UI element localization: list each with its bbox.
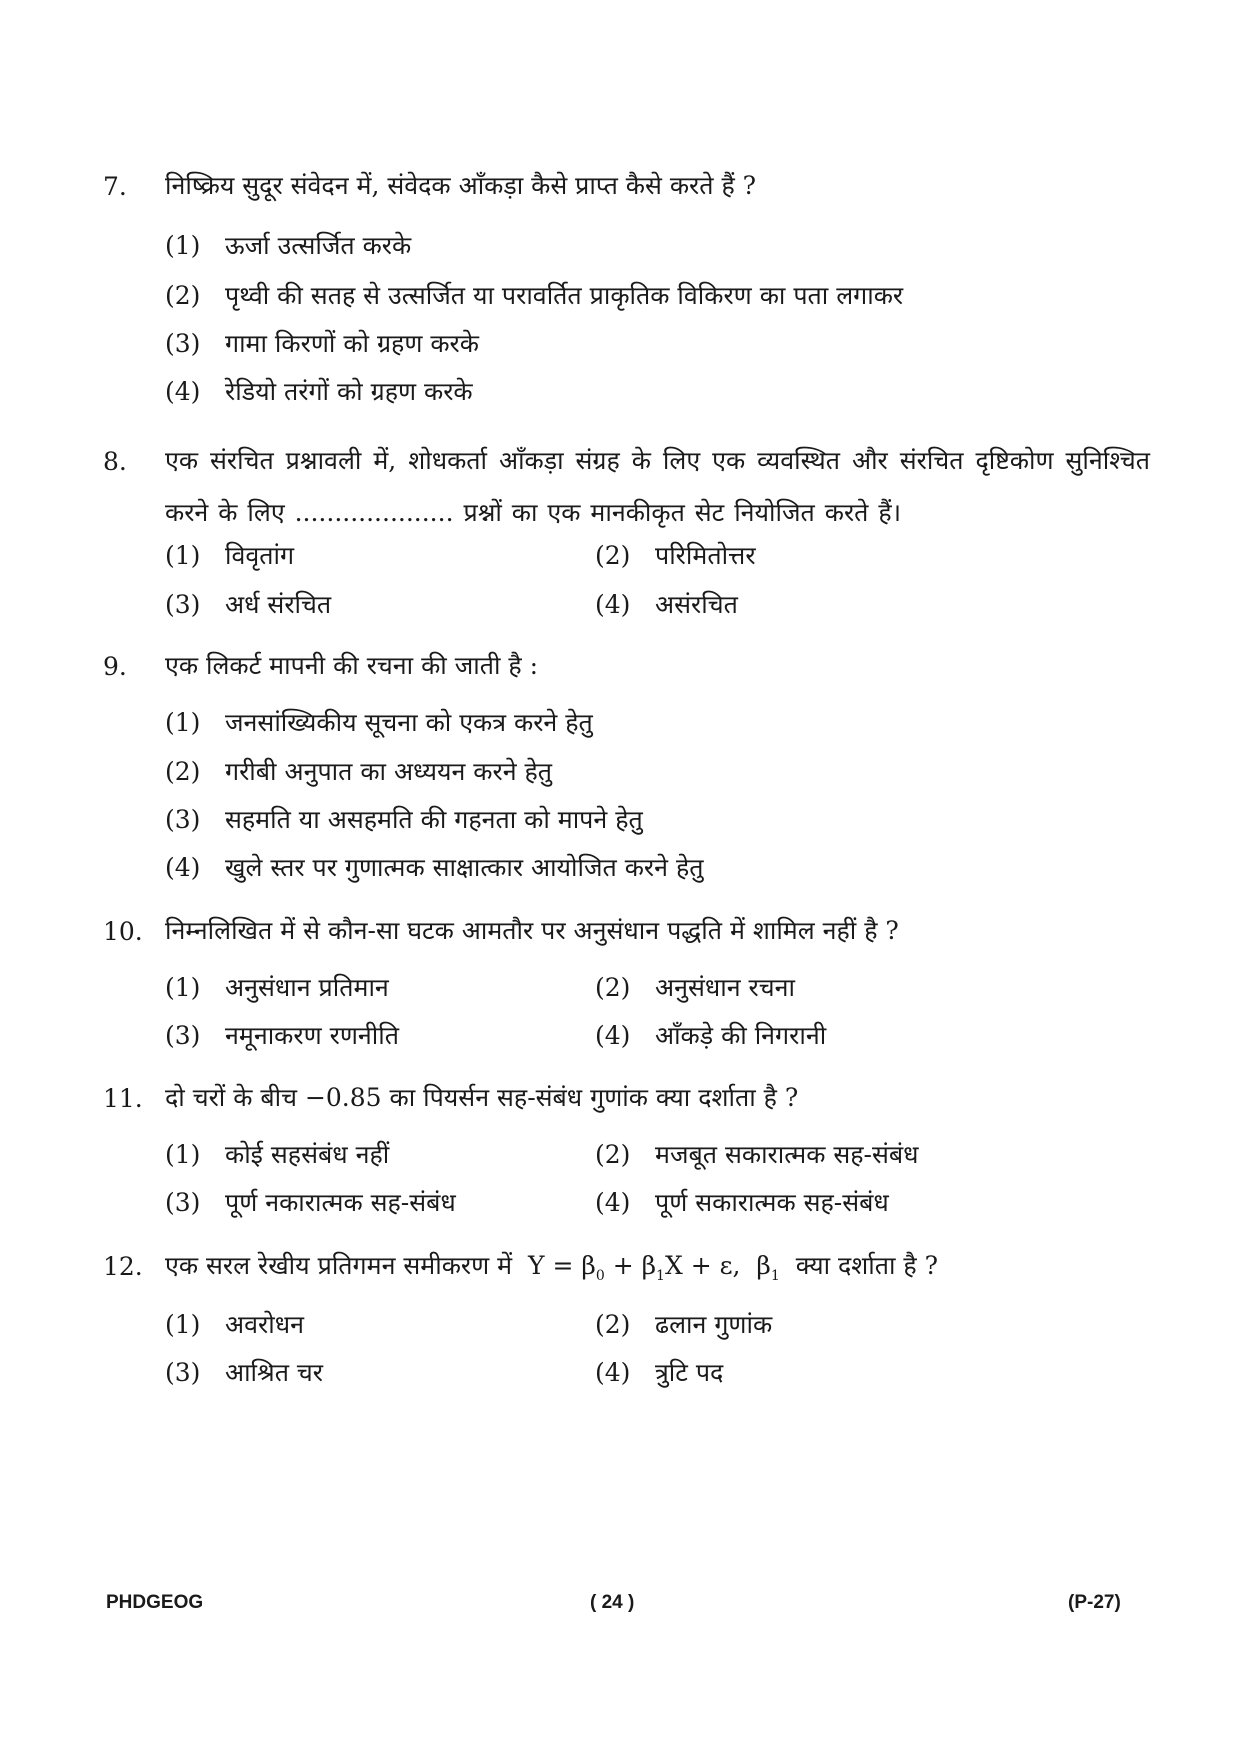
footer-course-code: PHDGEOG	[106, 1592, 204, 1613]
option-text: असंरचित	[655, 590, 738, 619]
option-text: पृथ्वी की सतह से उत्सर्जित या परावर्तित प्राकृतिक विकिरण का पता लगाकर	[225, 281, 904, 310]
question-text: एक संरचित प्रश्नावली में, शोधकर्ता आँकड़ा संग्रह के लिए एक व्यवस्थित और संरचित दृष्टिकोण सुनिश्चित करने के लिए .................... प्रश्नों का एक मानकीकृत सेट नियोजित करते हैं।	[165, 446, 1150, 527]
option-text: ढलान गुणांक	[655, 1310, 773, 1339]
option-number: (3)	[165, 1021, 201, 1050]
option-3	[165, 1018, 399, 1052]
option-3	[165, 326, 479, 360]
question-number: 9.	[103, 652, 127, 681]
option-number: (2)	[595, 1140, 631, 1169]
option-number: (3)	[165, 1188, 201, 1217]
option-1	[165, 705, 593, 739]
option-number: (1)	[165, 973, 201, 1002]
option-4	[595, 587, 738, 621]
footer-paper-code: (P-27)	[1068, 1592, 1121, 1613]
option-number: (4)	[595, 1358, 631, 1387]
option-text: मजबूत सकारात्मक सह-संबंध	[655, 1140, 919, 1169]
option-3	[165, 802, 643, 836]
option-text: अनुसंधान रचना	[655, 973, 795, 1002]
option-text: आश्रित चर	[225, 1358, 324, 1387]
option-text: गामा किरणों को ग्रहण करके	[225, 329, 479, 358]
option-text: आँकड़े की निगरानी	[655, 1021, 827, 1050]
question-text-after: क्या दर्शाता है ?	[795, 1251, 939, 1280]
question-number: 8.	[103, 447, 127, 476]
option-number: (3)	[165, 590, 201, 619]
question-text: निष्क्रिय सुदूर संवेदन में, संवेदक आँकड़ा कैसे प्राप्त कैसे करते हैं ?	[165, 171, 757, 200]
option-text: नमूनाकरण रणनीति	[225, 1021, 399, 1050]
question-number: 12.	[103, 1252, 143, 1281]
option-text: जनसांख्यिकीय सूचना को एकत्र करने हेतु	[225, 708, 593, 737]
question-number: 7.	[103, 172, 127, 201]
option-number: (4)	[595, 1188, 631, 1217]
option-text: खुले स्तर पर गुणात्मक साक्षात्कार आयोजित करने हेतु	[225, 853, 704, 882]
option-number: (4)	[595, 590, 631, 619]
option-number: (2)	[595, 541, 631, 570]
question-text: दो चरों के बीच −0.85 का पियर्सन सह-संबंध गुणांक क्या दर्शाता है ?	[165, 1083, 799, 1112]
question-text: निम्नलिखित में से कौन-सा घटक आमतौर पर अनुसंधान पद्धति में शामिल नहीं है ?	[165, 916, 899, 945]
question-number: 11.	[103, 1084, 143, 1113]
option-1	[165, 538, 294, 572]
option-1	[165, 1307, 304, 1341]
option-text: अवरोधन	[225, 1310, 304, 1339]
option-number: (3)	[165, 805, 201, 834]
option-number: (2)	[165, 757, 201, 786]
option-2	[595, 970, 795, 1004]
option-2	[165, 754, 552, 788]
option-text: गरीबी अनुपात का अध्ययन करने हेतु	[225, 757, 553, 786]
option-text: रेडियो तरंगों को ग्रहण करके	[225, 377, 473, 406]
option-text: विवृतांग	[225, 541, 295, 570]
option-number: (1)	[165, 541, 201, 570]
option-1	[165, 1137, 389, 1171]
regression-equation: $Y = \beta_0 + \beta_1X + \varepsilon$, $\beta_1$	[520, 1251, 780, 1284]
option-4	[165, 374, 473, 408]
option-3	[165, 1185, 456, 1219]
option-text: अर्ध संरचित	[225, 590, 332, 619]
option-4	[595, 1355, 723, 1389]
option-4	[595, 1018, 826, 1052]
option-number: (3)	[165, 329, 201, 358]
option-1	[165, 228, 411, 262]
option-number: (1)	[165, 231, 201, 260]
option-text: परिमितोत्तर	[655, 541, 756, 570]
option-2	[165, 278, 903, 312]
option-2	[595, 1137, 919, 1171]
option-text: अनुसंधान प्रतिमान	[225, 973, 389, 1002]
question-number: 10.	[103, 917, 143, 946]
option-text: सहमति या असहमति की गहनता को मापने हेतु	[225, 805, 643, 834]
option-number: (4)	[595, 1021, 631, 1050]
option-number: (3)	[165, 1358, 201, 1387]
option-text: ऊर्जा उत्सर्जित करके	[225, 231, 412, 260]
option-text: कोई सहसंबंध नहीं	[225, 1140, 390, 1169]
option-text: पूर्ण सकारात्मक सह-संबंध	[655, 1188, 889, 1217]
option-number: (1)	[165, 1140, 201, 1169]
footer-page-number: ( 24 )	[590, 1592, 635, 1613]
option-3	[165, 587, 331, 621]
option-1	[165, 970, 389, 1004]
option-4	[595, 1185, 889, 1219]
option-number: (1)	[165, 708, 201, 737]
option-2	[595, 1307, 772, 1341]
option-4	[165, 850, 704, 884]
option-3	[165, 1355, 323, 1389]
option-number: (2)	[595, 973, 631, 1002]
question-text-before: एक सरल रेखीय प्रतिगमन समीकरण में	[165, 1251, 513, 1280]
option-number: (4)	[165, 377, 201, 406]
option-number: (2)	[165, 281, 201, 310]
option-number: (1)	[165, 1310, 201, 1339]
option-text: त्रुटि पद	[655, 1358, 724, 1387]
option-number: (2)	[595, 1310, 631, 1339]
question-text	[165, 1240, 1150, 1302]
option-text: पूर्ण नकारात्मक सह-संबंध	[225, 1188, 456, 1217]
option-number: (4)	[165, 853, 201, 882]
question-text: एक लिकर्ट मापनी की रचना की जाती है :	[165, 651, 539, 680]
option-2	[595, 538, 756, 572]
